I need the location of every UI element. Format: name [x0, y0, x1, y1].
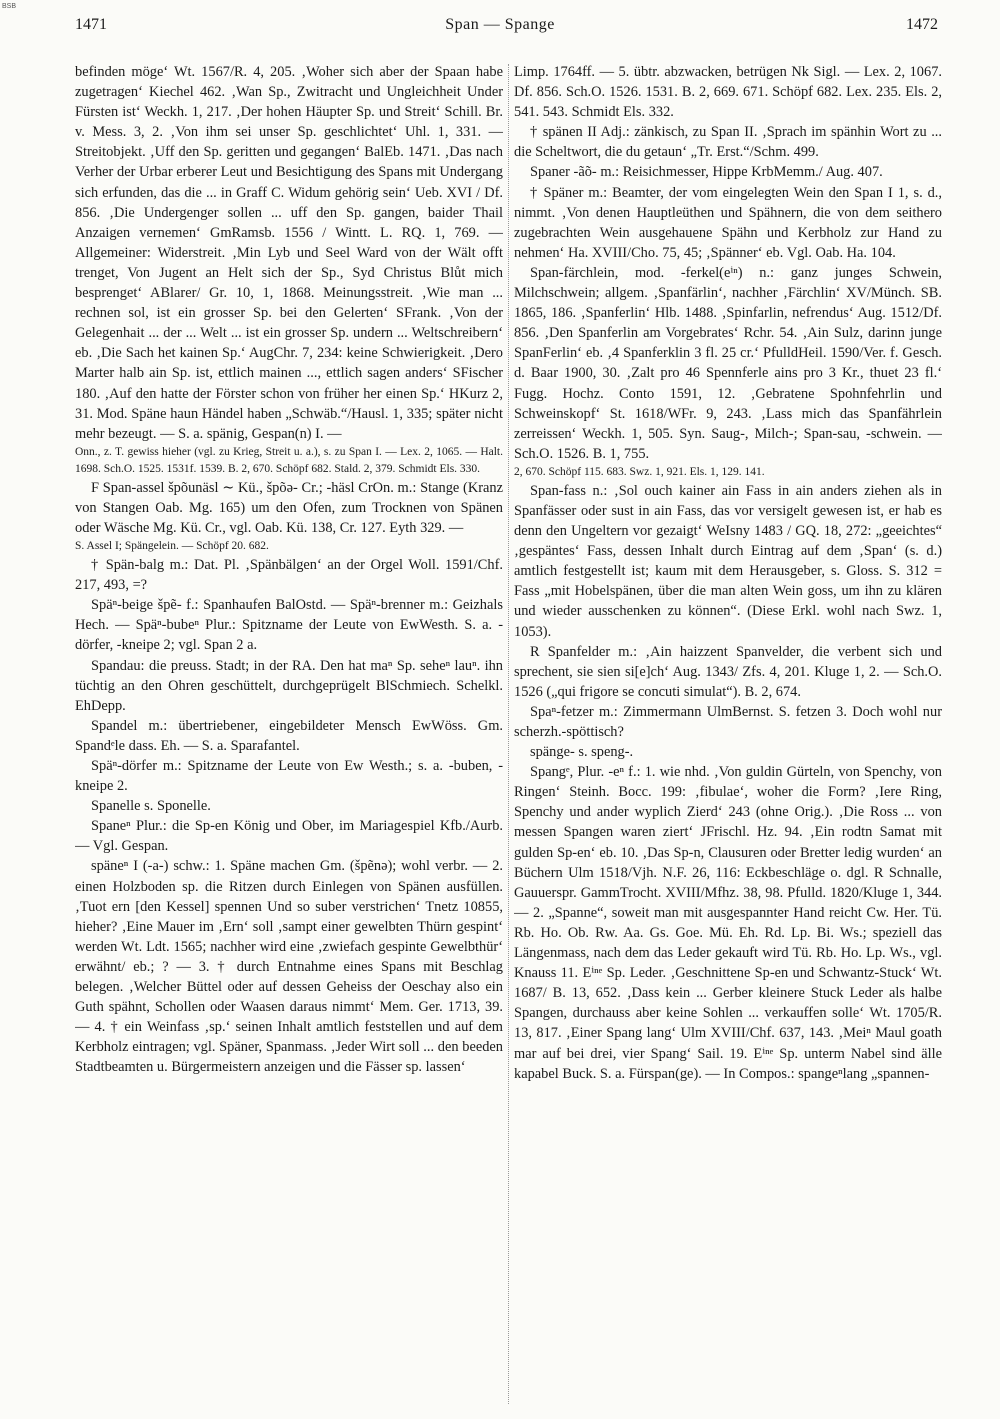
dictionary-entry: † Spän-balg m.: Dat. Pl. ‚Spänbälgen‘ an der Orgel Woll. 1591/Chf. 217, 493, =? [75, 557, 503, 594]
dictionary-entry: R Spanfelder m.: ‚Ain haizzent Spanvelder, die verbent sich und sprechent, sie sien si[e]ch‘ Aug. 1343/ Zfs. 4, 201. Kluge 1, 2. — Sch.O. 1526 („qui frigore se concuti simulat“). B. 2, 674. [514, 643, 942, 700]
dictionary-entry: Spaⁿ-fetzer m.: Zimmermann UlmBernst. S. fetzen 3. Doch wohl nur scherzh.-spöttisch? [514, 703, 942, 740]
dictionary-entry: Späⁿ-dörfer m.: Spitzname der Leute von Ew Westh.; s. a. -buben, -kneipe 2. [75, 758, 503, 795]
dictionary-entry: Span-färchlein, mod. -ferkel(eⁱⁿ) n.: ganz junges Schwein, Milchschwein; allgem. ‚Spanfärlin‘, nachher ‚Färchlin‘ XV/Münch. SB. 1865, 186. ‚Spanferlin‘ Hlb. 1488. ‚Spinfarlin, nefrendus‘ Aug. 1512/Df. 856. ‚Den Spanferlin am Vorgebrates‘ Rchr. 54. ‚Ain Sulz, darinn junge SpanFerlin‘ eb. ‚4 Spanferklin 3 fl. 25 cr.‘ PfulldHeil. 1590/Ver. f. Gesch. d. Baar 1900, 30. ‚Zalt pro 46 Spennferle ains pro 3 Kr., thuet 23 fl.‘ Fugg. Hochz. Conto 1591, 12. ‚Gebratene Spohnfehrlin und Schweinskopf‘ St. 1618/WFr. 9, 243. ‚Lass mich das Spanfährlein zerreissen‘ Weckh. 1, 505. Syn. Saug-, Milch-; Span-sau, -schwein. — Sch.O. 1526. B. 1, 755. [514, 264, 942, 462]
page-header [0, 14, 1000, 44]
dictionary-entry: Spandau: die preuss. Stadt; in der RA. Den hat maⁿ Sp. seheⁿ lauⁿ. ihn tüchtig an den Ohren geschüttelt, durchgeprügelt BlSchmiech. Schelkl. EhDepp. [75, 657, 503, 714]
dictionary-entry: befinden möge‘ Wt. 1567/R. 4, 205. ‚Woher sich aber der Spaan habe zugetragen‘ Kiechel 462. ‚Wan Sp., Zwitracht und Ungleichheit Under Fürsten ist‘ Weckh. 1, 217. ‚Der hohen Häupter Sp. und Streit‘ Schill. Br. v. Mess. 3, 2. ‚Von ihm sei unser Sp. geschlichtet‘ Uhl. 1, 331. — Streitobjekt. ‚Uff den Sp. geritten und gegangen‘ BalEb. 1471. ‚Das nach Verher der Urbar erberer Leut und Besichtigung des Spans mit Undergang sich erfunden, das die ... in Graff C. Widum gehörig sein‘ Ueb. XVI / Df. 856. ‚Die Undergenger sollen ... uff den Sp. gangen, baider Thail Anzaigen vernemen‘ GmRamsb. 1556 / Wintt. L. RQ. 1, 769. — Allgemeiner: Widerstreit. ‚Min Lyb und Seel Ward von der Wält offt trenget, Von Jugent an Helt sich der Sp., Syd Christus Blůt mich besprenget‘ ABlarer/ Gr. 10, 1, 1868. Meinungsstreit. ‚Wie man ... rechnen sol, ist ein grosser Sp. bei den Gelerten‘ SFrank. ‚Von der Gelegenhait ... der ... Welt ... ist ein grosser Sp. undern ... Weltschreibern‘ eb. ‚Die Sach het kainen Sp.‘ AugChr. 7, 234: keine Schwierigkeit. ‚Dero Marter halb ain Sp. ist, ettlich mainen ..., ettlich sagen anders‘ SFischer 180. ‚Auf den hatte der Förster schon von früher her einen Sp.‘ HKurz 2, 31. Mod. Späne haun Händel haben „Schwäb.“/Hausl. 1, 335; später nicht mehr bezeugt. — S. a. spänig, Gespan(n) I. — [75, 64, 503, 442]
dictionary-entry: Span-fass n.: ‚Sol ouch kainer ain Fass in ain anders ziehen als in Spanfässer oder sust in ain Fass, das vor versigelt gewesen ist, er hab es denn den Ungeltern vor gezaigt‘ WeIsny 1483 / GQ. 18, 272: „geeichtes“ ‚gespäntes‘ Fass, dessen Inhalt durch Eintrag auf dem ‚Span‘ (s. d.) amtlich festgestellt ist; kaum mit dem Herausgeber, s. Gloss. S. 312 = Fass „mit Hobelspänen, über die man alten Wein goss, um ihn zu klären und wieder ausschenken zu können“. (Diese Erkl. wohl nach Swz. 1, 1053). [514, 482, 942, 640]
dictionary-entry: Spanelle s. Sponelle. [91, 798, 211, 815]
dictionary-entry: Spandel m.: übertriebener, eingebildeter Mensch EwWöss. Gm. Spandᵉle dass. Eh. — S. a. Sparafantel. [75, 717, 503, 754]
dictionary-entry: Späⁿ-beige špẽ- f.: Spanhaufen BalOstd. — Späⁿ-brenner m.: Geizhals Hech. — Späⁿ-bubeⁿ Plur.: Spitzname der Leute von EwWesth. S. a. -dörfer, -kneipe 2; vgl. Span 2 a. [75, 597, 503, 654]
dictionary-entry: Spaner -ãõ- m.: Reisichmesser, Hippe KrbMemm./ Aug. 407. [530, 164, 883, 181]
dictionary-entry: Onn., z. T. gewiss hieher (vgl. zu Krieg, Streit u. a.), s. zu Span I. — Lex. 2, 1065. — Halt. 1698. Sch.O. 1525. 1531f. 1539. B. 2, 670. Schöpf 682. Stald. 2, 379. Schmidt Els. 330. [75, 445, 503, 475]
left-column [75, 62, 503, 1412]
dictionary-entry: † spänen II Adj.: zänkisch, zu Span II. ‚Sprach im spänhin Wort zu ... die Scheltwort, die du getaun‘ „Tr. Erst.“/Schm. 499. [514, 124, 942, 161]
right-column [514, 62, 942, 1412]
page-number-right: 1472 [906, 16, 938, 33]
dictionary-entry: F Span-assel špõunäsl ∼ Kü., špõə- Cr.; -häsl CrOn. m.: Stange (Kranz von Stangen Oab. Mg. 165) um den Ofen, zum Trocknen von Spänen oder Wäsche Mg. Kü. Cr., vgl. Oab. Kü. 138, Cr. 127. Eyth 329. — [75, 479, 503, 536]
dictionary-entry: † Späner m.: Beamter, der vom eingelegten Wein den Span I 1, s. d., nimmt. ‚Von denen Hauptleüthen und Spähnern, die von dem seithero zugebrachten Wein ausgehauene Spähn und Kerbholz zur Hand zu nehmen‘ Ha. XVIII/Cho. 75, 45; ‚Spänner‘ eb. Vgl. Oab. Ha. 104. [514, 184, 942, 261]
library-stamp: BSB [2, 3, 17, 10]
dictionary-entry: 2, 670. Schöpf 115. 683. Swz. 1, 921. Els. 1, 129. 141. [514, 465, 765, 478]
dictionary-entry: S. Assel I; Spängelein. — Schöpf 20. 682. [75, 540, 269, 553]
dictionary-entry: spänge- s. speng-. [530, 744, 634, 761]
dictionary-entry: Limp. 1764ff. — 5. übtr. abzwacken, betrügen Nk Sigl. — Lex. 2, 1067. Df. 856. Sch.O. 1526. 1531. B. 2, 669. 671. Schöpf 682. Lex. 235. Els. 2, 541. 543. Schmidt Els. 332. [514, 64, 942, 121]
dictionary-entry: Spaneⁿ Plur.: die Sp-en König und Ober, im Mariagespiel Kfb./Aurb. — Vgl. Gespan. [75, 818, 503, 855]
dictionary-entry: Spangᵉ, Plur. -eⁿ f.: 1. wie nhd. ‚Von guldin Gürteln, von Spenchy, von Ringen‘ Steinh. Bocc. 199: ‚fibulae‘, woher die Form? ‚Iere Ring, Spenchy und ander wyplich Zierd‘ 243 (ohne Orig.). ‚Die Ross ... von messen Spangen waren ziert‘ JFrischl. Hz. 94. ‚Ein rodtn Samat mit gulden Sp-en‘ eb. 10. ‚Das Sp-n, Clausuren oder Bretter ledig wurden‘ an Büchern Ulm 1518/Vjh. N.F. 26, 116: Eckbeschläge o. dgl. R Schnalle, Gauuerspr. GammTrocht. XVIII/Mfhz. 38, 98. Pfulld. 1820/Kluge 1, 344. — 2. „Spanne“, soweit man mit ausgespannter Hand reicht Cw. Her. Tü. Rb. Ho. Ob. Rw. Aa. Gs. Goe. Mü. Eh. Rd. Lp. Bi. Ws.; speziell das Längenmass, nach dem das Leder gekauft wird Tü. Rb. Ho. Lp. Ws., vgl. Knauss 11. Eⁱⁿᵉ Sp. Leder. ‚Geschnittene Sp-en und Schwantz-Stuck‘ Wt. 1687/ B. 13, 652. ‚Dass kein ... Gerber kleinere Stuck Leder als halbe Spangen, durchauss aber keine Sohlen ... verkauffen solle‘ Wt. 1705/R. 13, 817. ‚Einer Spang lang‘ Ulm XVIII/Chf. 637, 143. ‚Meiⁿ Maul goath mar auf bei drei, vier Spang‘ Sail. 19. Eⁱⁿᵉ Sp. unterm Nabel sind älle kapabel Buck. S. a. Fürspan(ge). — In Compos.: spangeⁿlang „spannen- [514, 764, 942, 1082]
dictionary-entry: späneⁿ I (-a-) schw.: 1. Späne machen Gm. (špẽnə); wohl verbr. — 2. einen Holzboden sp. die Ritzen durch Einlegen von Spänen ausfüllen. ‚Tuot ern [den Kessel] spennen Und so suber verstrichen‘ Tnetz 10855, hieher? ‚Eine Mauer im ‚Ern‘ soll ‚sampt einer gewelbten Thürn gespint‘ werden Wt. Ldt. 1565; nachher wird eine ‚zwiefach gespinte Gewelbthür‘ erwähnt/ eb.; ? — 3. † durch Entnahme eines Spans mit Beschlag belegen. ‚Welcher Büttel oder auf dessen Geheiss der Oeschay also ein Guth spähnt, Schollen oder Waasen daraus nimmt‘ Mem. Ger. 1713, 39. — 4. † ein Weinfass ‚sp.‘ seinen Inhalt amtlich feststellen und auf dem Kerbholz eintragen; vgl. Späner, Spanmass. ‚Jeder Wirt soll ... den beeden Stadtbeamten u. Bürgermeistern anzeigen und die Fässer sp. lassen‘ [75, 858, 503, 1076]
page-title: Span — Spange [445, 16, 555, 33]
column-divider [508, 64, 509, 1404]
page-number-left: 1471 [75, 16, 107, 33]
